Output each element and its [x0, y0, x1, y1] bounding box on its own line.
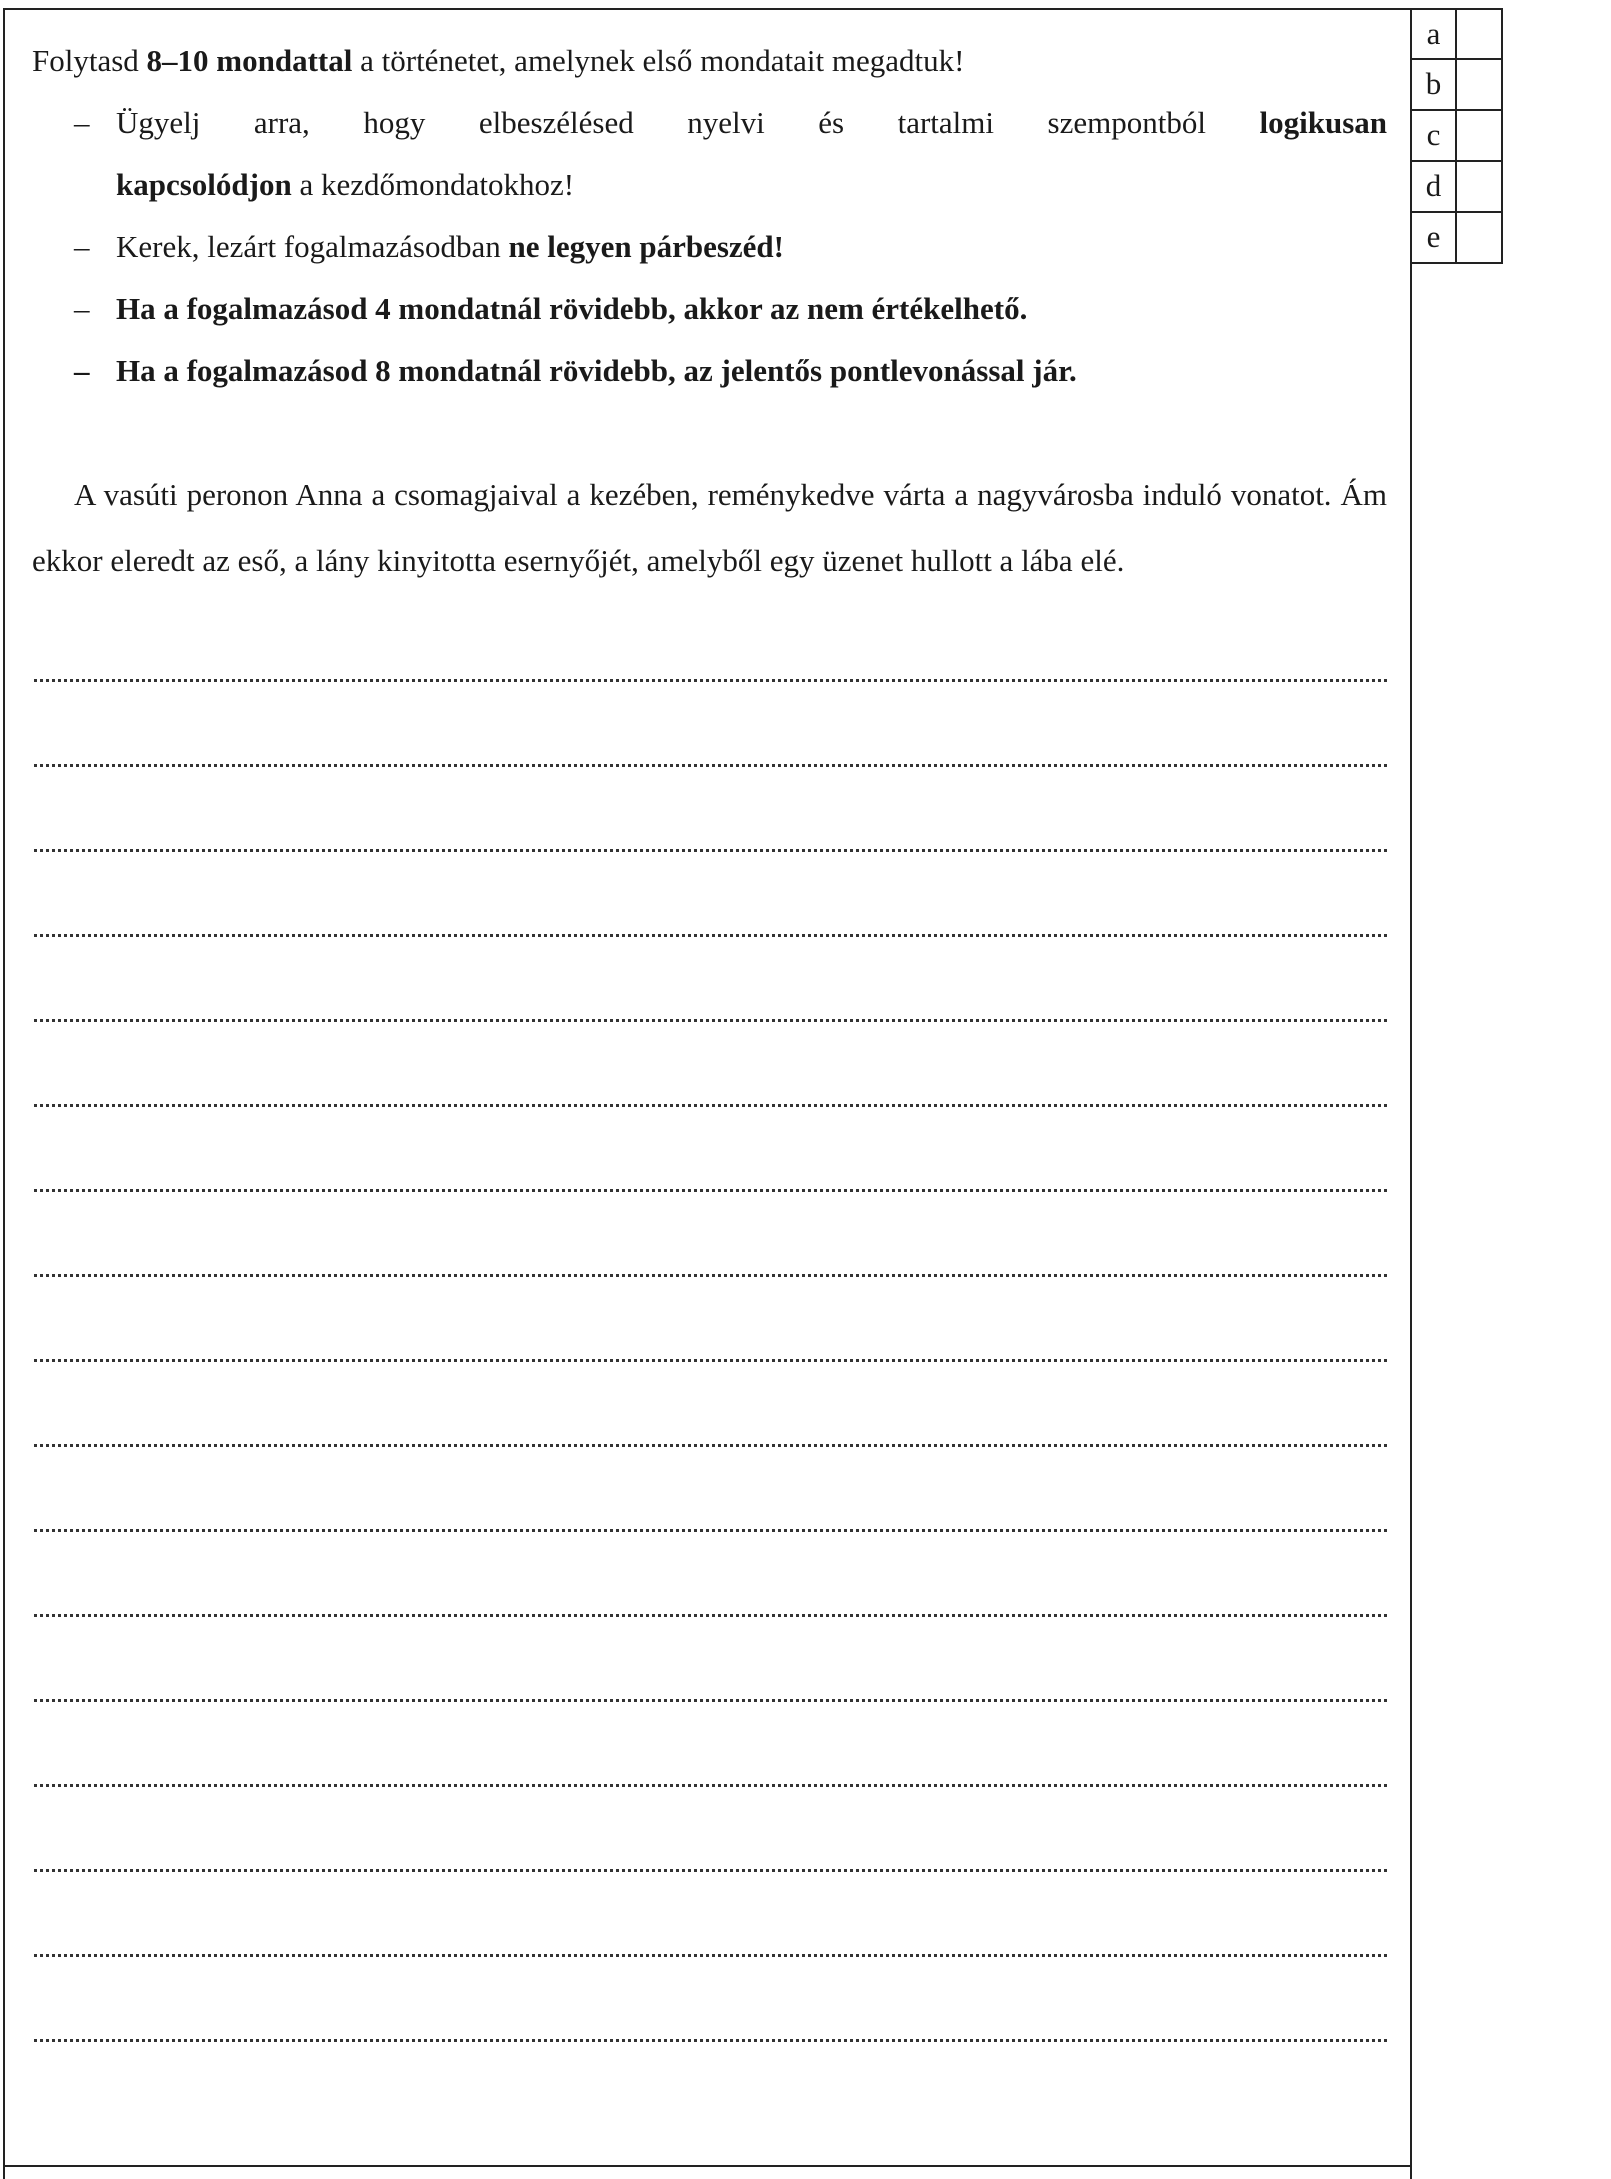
- bullet-text-part: a kezdőmondatokhoz!: [291, 167, 575, 202]
- grading-box[interactable]: [1457, 10, 1503, 58]
- writing-line[interactable]: [32, 712, 1387, 797]
- instructions: [32, 30, 1387, 402]
- writing-line[interactable]: [32, 1137, 1387, 1222]
- bullet-dash: –: [74, 229, 90, 264]
- writing-line[interactable]: [32, 967, 1387, 1052]
- grading-box[interactable]: [1457, 60, 1503, 109]
- writing-area[interactable]: [32, 646, 1387, 2072]
- writing-line[interactable]: [32, 797, 1387, 882]
- grading-label: b: [1412, 60, 1457, 109]
- frame-right-border: [1410, 262, 1412, 2165]
- grading-row: [1412, 60, 1503, 111]
- bullet-text: [116, 92, 1387, 216]
- grading-box[interactable]: [1457, 162, 1503, 211]
- intro-text: Folytasd: [32, 43, 147, 78]
- bullet-item: [32, 278, 1387, 340]
- bullet-bold: ne legyen párbeszéd!: [508, 229, 784, 264]
- intro-line: [32, 30, 1387, 92]
- intro-bold: 8–10 mondattal: [146, 43, 353, 78]
- writing-line[interactable]: [32, 1222, 1387, 1307]
- intro-text-end: a történetet, amelynek első mondatait megadtuk!: [352, 43, 965, 78]
- task-content: [32, 30, 1387, 2072]
- grading-row: [1412, 10, 1503, 60]
- bullet-dash: –: [74, 105, 90, 140]
- bullet-item: [32, 92, 1387, 216]
- writing-line[interactable]: [32, 1307, 1387, 1392]
- writing-line[interactable]: [32, 1052, 1387, 1137]
- bullet-text-part: Kerek, lezárt fogalmazásodban: [116, 229, 509, 264]
- bullet-dash: –: [74, 291, 90, 326]
- writing-line[interactable]: [32, 882, 1387, 967]
- writing-line[interactable]: [32, 1902, 1387, 1987]
- bullet-line: [116, 154, 1387, 216]
- bullet-dash: –: [74, 353, 90, 388]
- writing-line[interactable]: [32, 1392, 1387, 1477]
- grading-row: [1412, 111, 1503, 162]
- writing-line[interactable]: [32, 1477, 1387, 1562]
- writing-line[interactable]: [32, 1647, 1387, 1732]
- bullet-item: [32, 216, 1387, 278]
- grading-label: e: [1412, 213, 1457, 262]
- writing-line[interactable]: [32, 1817, 1387, 1902]
- writing-line[interactable]: [32, 1732, 1387, 1817]
- grading-box[interactable]: [1457, 213, 1503, 262]
- grading-label: d: [1412, 162, 1457, 211]
- bullet-bold: kapcsolódjon: [116, 167, 292, 202]
- bullet-text: [116, 278, 1387, 340]
- grading-row: [1412, 162, 1503, 213]
- bullet-bold: logikusan: [1259, 105, 1387, 140]
- bullet-bold: Ha a fogalmazásod 8 mondatnál rövidebb, az jelentős pontlevonással jár.: [116, 353, 1077, 388]
- grading-row: [1412, 213, 1503, 264]
- grading-label: c: [1412, 111, 1457, 160]
- bullet-text: [116, 340, 1387, 402]
- bullet-item: [32, 340, 1387, 402]
- frame-bottom-border: [3, 2165, 1412, 2167]
- grading-box[interactable]: [1457, 111, 1503, 160]
- bullet-text-part: Ügyelj arra, hogy elbeszélésed nyelvi és tartalmi szempontból: [116, 105, 1260, 140]
- writing-line[interactable]: [32, 646, 1387, 712]
- grading-label: a: [1412, 10, 1457, 58]
- writing-line[interactable]: [32, 1987, 1387, 2072]
- story-opening: A vasúti peronon Anna a csomagjaival a kezében, reménykedve várta a nagyvárosba induló vonatot. Ám ekkor eleredt az eső, a lány kinyitotta esernyőjét, amelyből egy üzenet hullott a lába elé.: [32, 477, 1387, 578]
- grading-grid: [1410, 8, 1503, 264]
- bullet-text: [116, 216, 1387, 278]
- bullet-line: [116, 92, 1387, 154]
- writing-line[interactable]: [32, 1562, 1387, 1647]
- bullet-bold: Ha a fogalmazásod 4 mondatnál rövidebb, akkor az nem értékelhető.: [116, 291, 1028, 326]
